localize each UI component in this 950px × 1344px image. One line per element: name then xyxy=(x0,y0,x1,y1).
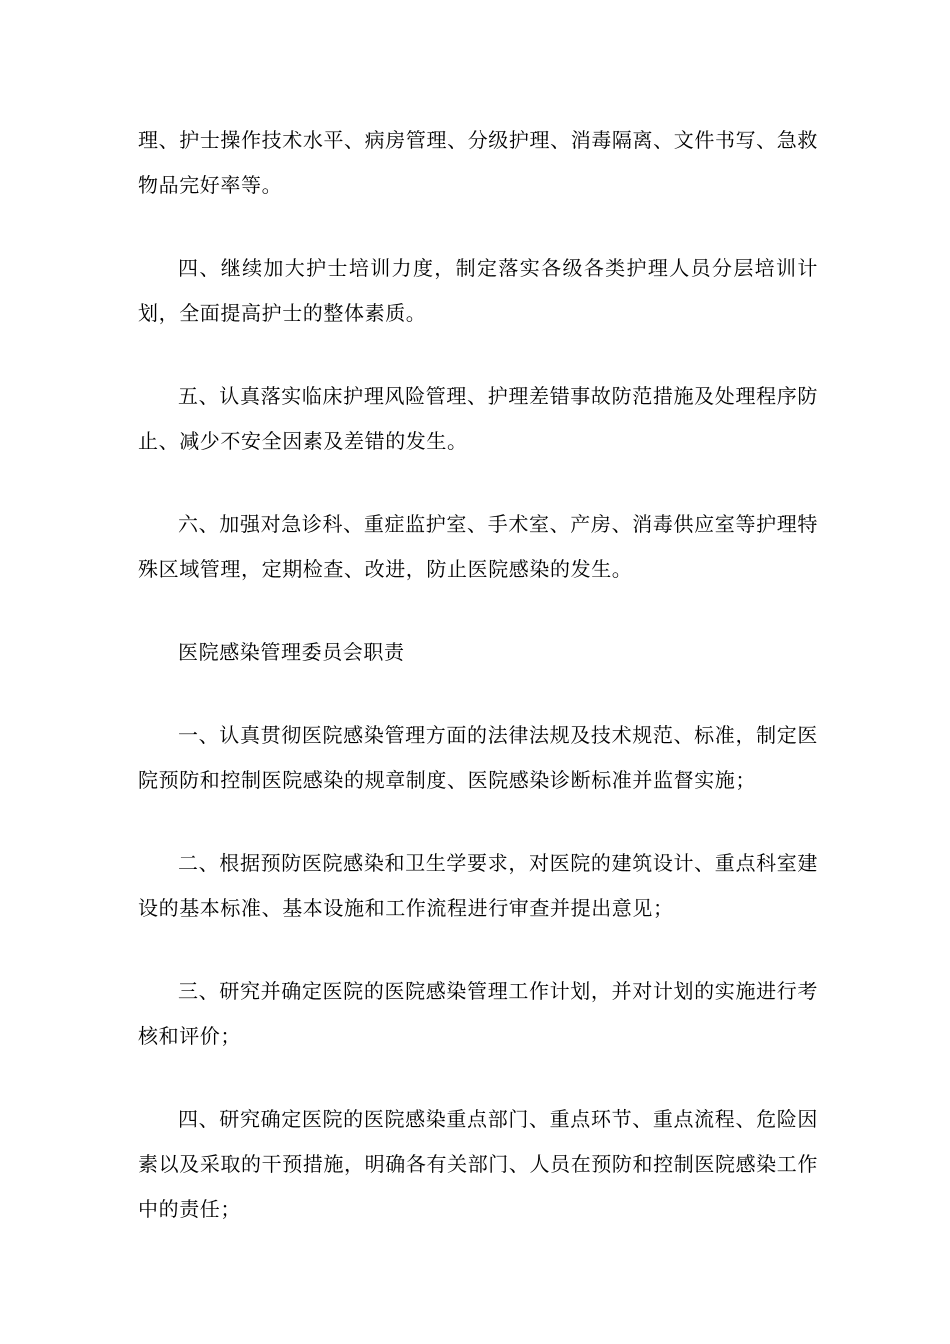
duty-item-one: 一、认真贯彻医院感染管理方面的法律法规及技术规范、标准，制定医院预防和控制医院感染的规章制度、医院感染诊断标准并监督实施； xyxy=(138,723,818,792)
paragraph-item-four: 四、继续加大护士培训力度，制定落实各级各类护理人员分层培训计划，全面提高护士的整体素质。 xyxy=(138,256,818,325)
duty-item-four: 四、研究确定医院的医院感染重点部门、重点环节、重点流程、危险因素以及采取的干预措施，明确各有关部门、人员在预防和控制医院感染工作中的责任； xyxy=(138,1107,818,1221)
section-title: 医院感染管理委员会职责 xyxy=(178,640,405,664)
paragraph-continuation: 理、护士操作技术水平、病房管理、分级护理、消毒隔离、文件书写、急救物品完好率等。 xyxy=(138,128,818,197)
paragraph-item-five: 五、认真落实临床护理风险管理、护理差错事故防范措施及处理程序防止、减少不安全因素及差错的发生。 xyxy=(138,384,818,453)
paragraph-item-six: 六、加强对急诊科、重症监护室、手术室、产房、消毒供应室等护理特殊区域管理，定期检查、改进，防止医院感染的发生。 xyxy=(138,512,818,581)
document-body xyxy=(138,118,818,1270)
duty-item-two: 二、根据预防医院感染和卫生学要求，对医院的建筑设计、重点科室建设的基本标准、基本设施和工作流程进行审查并提出意见； xyxy=(138,851,818,920)
duty-item-three: 三、研究并确定医院的医院感染管理工作计划，并对计划的实施进行考核和评价； xyxy=(138,979,818,1048)
